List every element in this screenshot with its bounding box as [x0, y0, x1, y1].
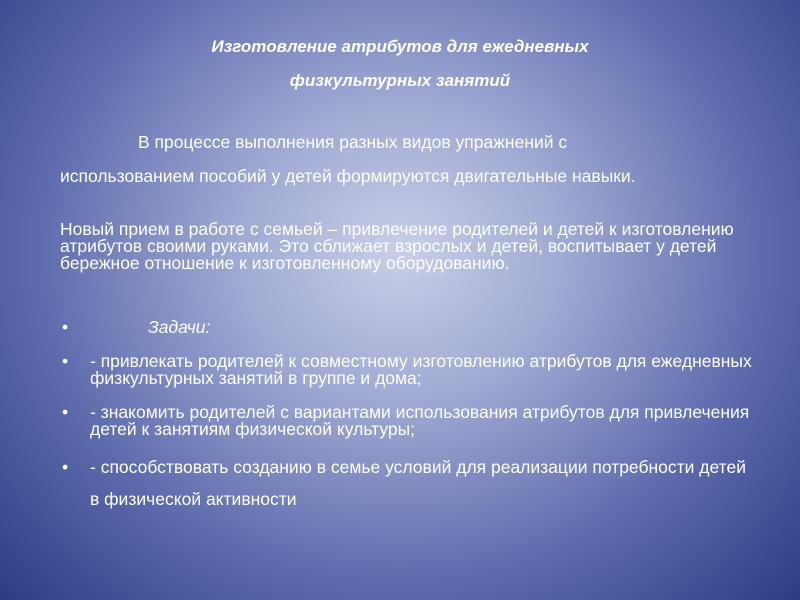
- list-item: [60, 451, 760, 515]
- bullet-icon: •: [62, 457, 69, 477]
- list-item-text: - привлекать родителей к совместному изготовлению атрибутов для ежедневных физкультурных занятий в группе и дома;: [90, 351, 752, 388]
- list-item-text: - способствовать созданию в семье условий для реализации потребности детей в физической активности: [90, 457, 746, 509]
- tasks-list: [60, 319, 760, 515]
- title-line-1: Изготовление атрибутов для ежедневных: [211, 37, 589, 56]
- list-item-text: - знакомить родителей с вариантами использования атрибутов для привлечения детей к занятиям физической культуры;: [90, 402, 750, 439]
- list-item: [60, 353, 760, 404]
- bullet-icon: •: [62, 351, 69, 371]
- intro-line-1: В процессе выполнения разных видов упражнений с: [138, 132, 568, 152]
- slide-title: [0, 30, 800, 98]
- bullet-icon: •: [62, 402, 69, 422]
- tasks-heading-item: [60, 319, 760, 353]
- family-work-paragraph: Новый прием в работе с семьей – привлечение родителей и детей к изготовлению атрибутов своими руками. Это сближает взрослых и детей, воспитывает у детей бережное отношение к изготовленному оборудованию.: [60, 219, 734, 273]
- title-line-2: физкультурных занятий: [289, 71, 511, 90]
- tasks-label: Задачи:: [148, 317, 211, 337]
- bullet-icon: •: [62, 317, 69, 337]
- intro-line-2: использованием пособий у детей формируются двигательные навыки.: [60, 166, 636, 186]
